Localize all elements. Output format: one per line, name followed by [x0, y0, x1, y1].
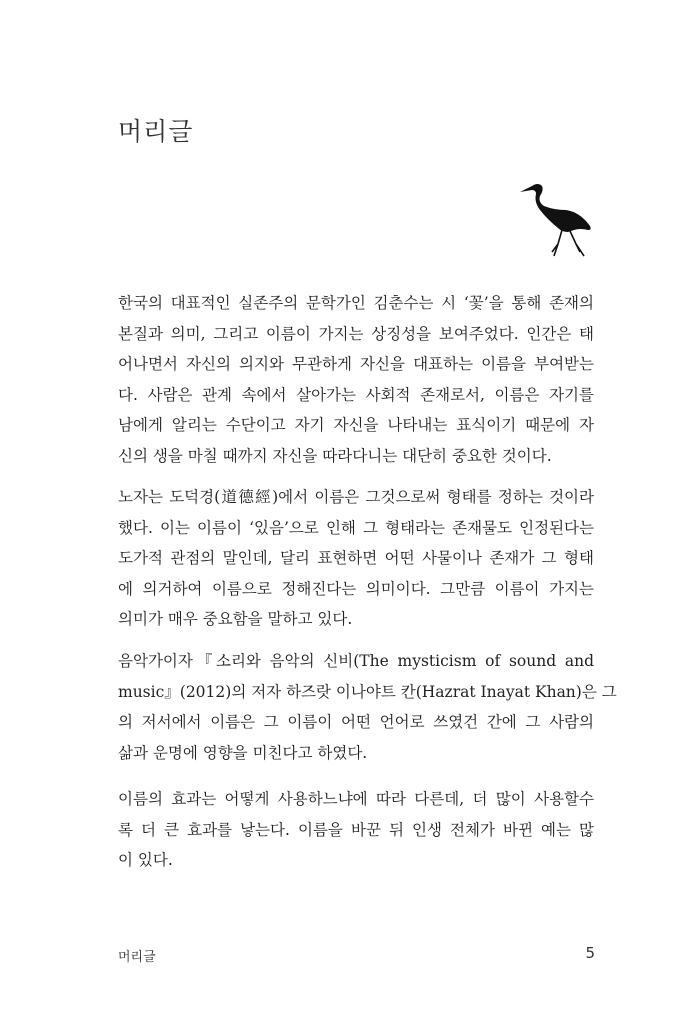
text-line: 다. 사람은 관계 속에서 살아가는 사회적 존재로서, 이름은 자기를 — [118, 385, 594, 404]
text-line: 삶과 운명에 영향을 미친다고 하였다. — [118, 743, 368, 762]
text-line: 한국의 대표적인 실존주의 문학가인 김춘수는 시 ‘꽃’을 통해 존재의 — [118, 294, 594, 312]
text-line: 의 저서에서 이름은 그 이름이 어떤 언어로 쓰였건 간에 그 사람의 — [118, 713, 594, 732]
text-line: 노자는 도덕경(道德經)에서 이름은 그것으로써 형태를 정하는 것이라 — [118, 488, 594, 506]
text-line: 이름의 효과는 어떻게 사용하느냐에 따라 다른데, 더 많이 사용할수 — [118, 790, 594, 808]
page-number: 5 — [585, 944, 595, 962]
text-line: 이 있다. — [118, 851, 173, 870]
text-line: 본질과 의미, 그리고 이름이 가지는 상징성을 보여주었다. 인간은 태 — [118, 324, 594, 343]
text-line: 록 더 큰 효과를 낳는다. 이름을 바꾼 뒤 인생 전체가 바뀐 예는 많 — [118, 820, 594, 839]
paragraph-4 — [118, 784, 594, 876]
text-line: 했다. 이는 이름이 ‘있음’으로 인해 그 형태라는 존재물도 인정된다는 — [118, 518, 594, 537]
text-line: 에 의거하여 이름으로 정해진다는 의미이다. 그만큼 이름이 가지는 — [118, 579, 594, 598]
paragraph-2 — [118, 482, 594, 635]
text-line: 신의 생을 마칠 때까지 자신을 따라다니는 대단히 중요한 것이다. — [118, 446, 552, 465]
text-line: 남에게 알리는 수단이고 자기 자신을 나타내는 표식이기 때문에 자 — [118, 416, 594, 435]
text-line: 음악가이자『소리와 음악의 신비(The mysticism of sound and — [118, 652, 594, 670]
text-line: 도가적 관점의 말인데, 달리 표현하면 어떤 사물이나 존재가 그 형태 — [118, 549, 594, 568]
text-line: 의미가 매우 중요함을 말하고 있다. — [118, 610, 353, 629]
footer-section-title: 머리글 — [118, 950, 156, 965]
text-line: music』(2012)의 저자 하즈랏 이나야트 칸(Hazrat Inayat Khan)은 그 — [118, 682, 617, 701]
paragraph-1 — [118, 288, 594, 472]
paragraph-3 — [118, 646, 617, 768]
page-title: 머리글 — [118, 117, 194, 146]
stork-illustration-icon — [518, 180, 594, 258]
text-line: 어나면서 자신의 의지와 무관하게 자신을 대표하는 이름을 부여받는 — [118, 355, 594, 374]
